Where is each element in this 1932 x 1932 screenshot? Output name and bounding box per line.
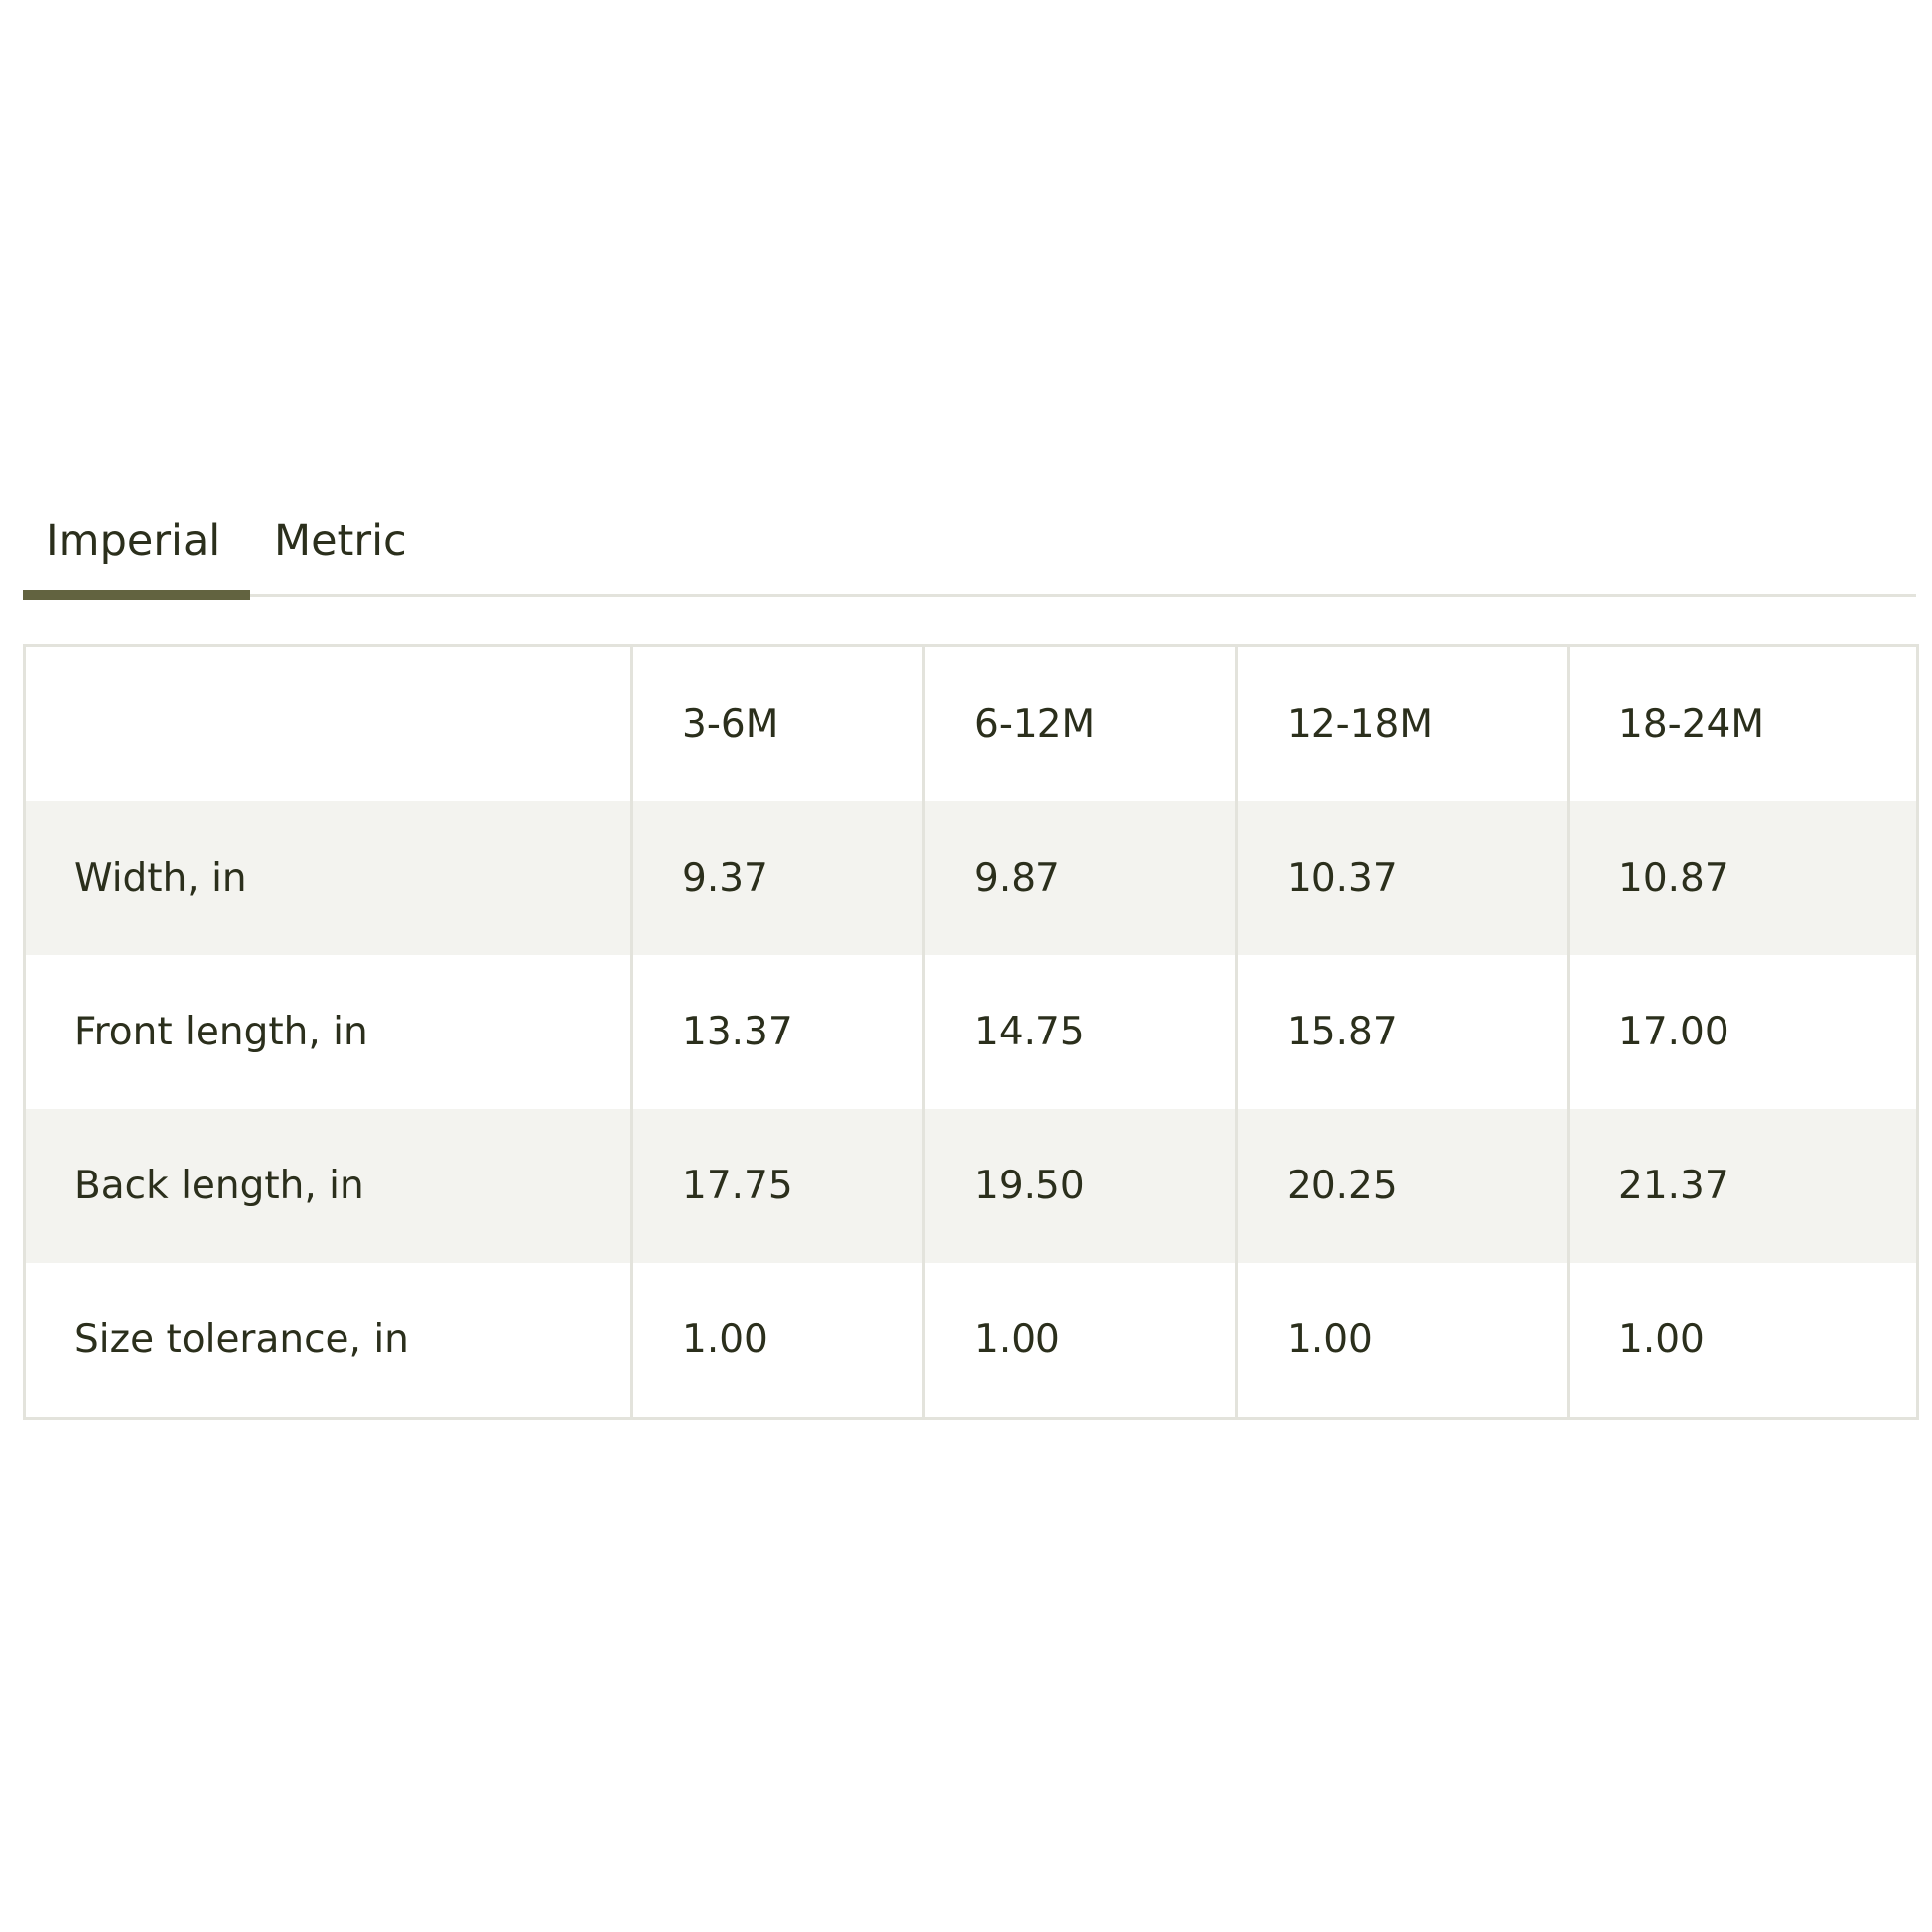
header-size-3-6m: 3-6M xyxy=(632,646,924,802)
unit-tabs xyxy=(23,501,1916,597)
table-cell: 14.75 xyxy=(924,955,1237,1109)
header-size-12-18m: 12-18M xyxy=(1237,646,1569,802)
row-label: Size tolerance, in xyxy=(25,1263,632,1419)
table-cell: 1.00 xyxy=(924,1263,1237,1419)
table-cell: 1.00 xyxy=(632,1263,924,1419)
table-cell: 10.37 xyxy=(1237,801,1569,955)
table-cell: 17.75 xyxy=(632,1109,924,1263)
row-label: Width, in xyxy=(25,801,632,955)
row-label: Front length, in xyxy=(25,955,632,1109)
table-cell: 1.00 xyxy=(1237,1263,1569,1419)
table-cell: 10.87 xyxy=(1569,801,1918,955)
table-cell: 9.87 xyxy=(924,801,1237,955)
table-row xyxy=(25,1109,1918,1263)
table-header-row xyxy=(25,646,1918,802)
table-cell: 19.50 xyxy=(924,1109,1237,1263)
table-row xyxy=(25,1263,1918,1419)
header-size-18-24m: 18-24M xyxy=(1569,646,1918,802)
table-cell: 15.87 xyxy=(1237,955,1569,1109)
header-size-6-12m: 6-12M xyxy=(924,646,1237,802)
table-row xyxy=(25,801,1918,955)
table-cell: 20.25 xyxy=(1237,1109,1569,1263)
table-cell: 21.37 xyxy=(1569,1109,1918,1263)
table-row xyxy=(25,955,1918,1109)
table-cell: 9.37 xyxy=(632,801,924,955)
table-cell: 17.00 xyxy=(1569,955,1918,1109)
tab-imperial[interactable]: Imperial xyxy=(23,501,250,597)
header-empty-cell xyxy=(25,646,632,802)
row-label: Back length, in xyxy=(25,1109,632,1263)
tab-metric[interactable]: Metric xyxy=(274,516,407,566)
table-cell: 13.37 xyxy=(632,955,924,1109)
size-chart-table xyxy=(23,644,1919,1420)
table-cell: 1.00 xyxy=(1569,1263,1918,1419)
